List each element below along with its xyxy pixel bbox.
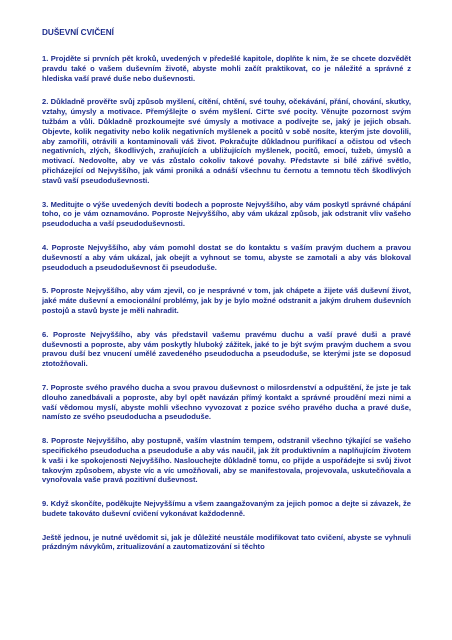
paragraph-step-6: 6. Poproste Nejvyššího, aby vás představil vašemu pravému duchu a vaší pravé duši a pravé duševnosti a poproste, aby vám poskytly hluboký zážitek, jaké to je být svým pravým duchem a svou pravou duší bez vnucení umělé zavedeného pseudoducha a pseudoduše, se kterými jste se doposud ztotožňovali. — [42, 329, 411, 369]
paragraph-step-5: 5. Poproste Nejvyššího, aby vám zjevil, co je nesprávné v tom, jak chápete a žijete váš duševní život, jaké máte duševní a emocionální problémy, jak by je bylo možné odstranit a jakým druhem duševních postojů a stavů byste je měli nahradit. — [42, 286, 411, 315]
paragraph-step-9: 9. Když skončíte, poděkujte Nejvyššímu a všem zaangažovaným za jejich pomoc a dejte si závazek, že budete takováto duševní cvičení vykonávat každodenně. — [42, 499, 411, 518]
paragraph-closing-note: Ještě jednou, je nutné uvědomit si, jak je důležité neustále modifikovat tato cvičení, abyste se vyhnuli prázdným návykům, zritualizování a zautomatizování si těchto — [42, 532, 411, 552]
document-page — [42, 28, 411, 552]
paragraph-step-2: 2. Důkladně prověřte svůj způsob myšlení, cítění, chtění, své touhy, očekávání, přání, chování, skutky, vztahy, úmysly a motivace. Přemýšlejte o svém myšlení. Cit'te své pocity. Věnujte pozornost svým tužbám a vůli. Důkladně prozkoumejte své úmysly a motivace a podívejte se, jaký je jejich obsah. Objevte, kolik negativity nebo kolik negativních myšlenek a pocitů v sobě nosíte, kterým jste dovolili, aby zamořili, otrávili a kontaminovali váš život. Pokračujte důkladnou purifikací a očistou od všech negativních, zlých, škodlivých, zraňujících a ubližujících myšlenek, pocitů, emocí, tužeb, úmyslů a motivací. Nedovolte, aby ve vás zůstalo cokoliv takové povahy. Představte si bílé zářivé světlo, přicházející od Nejvyššího, jak vámi proniká a odnáší všechnu tu černotu a temnotu těch škodlivých stavů vaší pseudoduševnosti. — [42, 97, 411, 185]
document-title: DUŠEVNÍ CVIČENÍ — [42, 28, 114, 37]
paragraph-step-4: 4. Poproste Nejvyššího, aby vám pomohl dostat se do kontaktu s vaším pravým duchem a pravou duševností a aby vám ukázal, jak obejít a vyhnout se tomu, abyste se zamotali a aby vás blokoval pseudoduch a pseudoduševnost či pseudoduše. — [42, 242, 411, 272]
paragraph-step-7: 7. Poproste svého pravého ducha a svou pravou duševnost o milosrdenství a odpuštění, že jste je tak dlouho zanedbávali a poproste, aby byl opět navázán přímý kontakt a správné proudění mezi nimi a vaší vědomou myslí, abyste mohli všechno vyvozovat z pozice svého pravého ducha a pravé duše, namísto ze svého pseudoducha a pseudoduše. — [42, 382, 411, 422]
paragraph-step-1: 1. Projděte si prvních pět kroků, uvedených v předešlé kapitole, doplňte k nim, že se chcete dozvědět pravdu také o vašem duševním životě, abyste mohli začít praktikovat, co je náležité a správné z hlediska vaší pravé duše nebo duševnosti. — [42, 54, 411, 83]
paragraph-step-8: 8. Poproste Nejvyššího, aby postupně, vaším vlastním tempem, odstranil všechno týkající se vašeho specifického pseudoducha a pseudoduše a aby vás naučil, jak žít produktivním a naplňujícím životem k vaši i ke spokojenosti Nejvyššího. Naslouchejte důkladně tomu, co přijde a uspořádejte si svůj život takovým způsobem, abyste víc a víc umožňovali, aby se manifestovala, projevovala, uskutečňovala a vynořovala vaše pravá pozitivní duševnost. — [42, 436, 411, 485]
paragraph-step-3: 3. Meditujte o výše uvedených devíti bodech a poproste Nejvyššího, aby vám poskytl správné chápání toho, co je vám oznamováno. Poproste Nejvyššího, aby vám ukázal způsob, jak odstranit vliv vašeho pseudoducha a vaší pseudoduševnosti. — [42, 199, 411, 229]
